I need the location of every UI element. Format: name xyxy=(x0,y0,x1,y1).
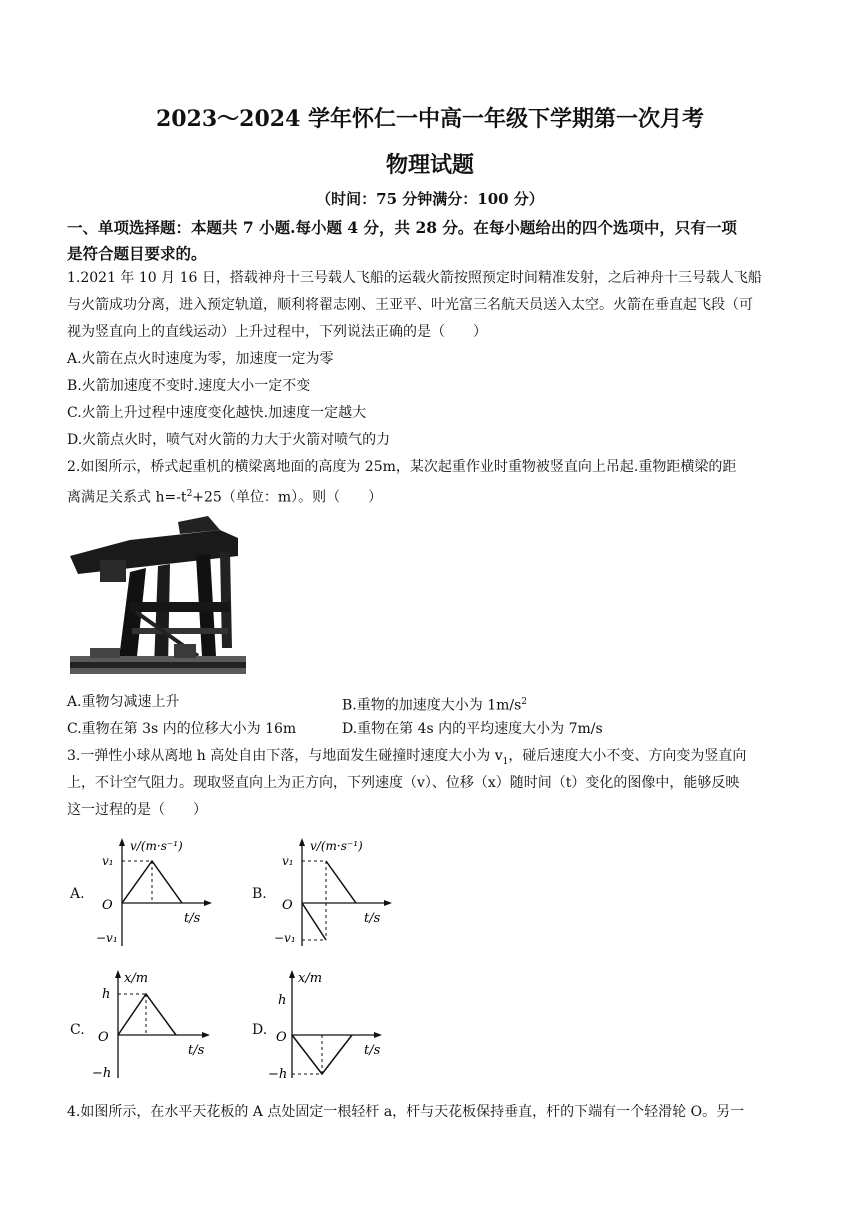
crane-photo xyxy=(70,516,246,674)
graph-a-ylabel: v/(m·s⁻¹) xyxy=(130,839,183,853)
graph-a-top-tick: v₁ xyxy=(102,854,114,868)
graph-c-ylabel: x/m xyxy=(124,971,149,986)
q4-line-1: 4.如图所示，在水平天花板的 A 点处固定一根轻杆 a，杆与天花板保持垂直，杆的下端有一个轻滑轮 O。另一 xyxy=(67,1104,745,1120)
graph-b-label: B. xyxy=(252,886,267,902)
q1-option-d: D.火箭点火时，喷气对火箭的力大于火箭对喷气的力 xyxy=(67,432,391,448)
graph-d-ylabel: x/m xyxy=(298,971,323,986)
graph-d-xlabel: t/s xyxy=(364,1043,381,1058)
section-heading-line1: 一、单项选择题：本题共 7 小题.每小题 4 分，共 28 分。在每小题给出的四个选项中，只有一项 xyxy=(67,218,737,237)
q2-option-a: A.重物匀减速上升 xyxy=(67,694,180,710)
time-info: （时间：75 分钟满分：100 分） xyxy=(316,190,544,208)
q3-line-2: 上，不计空气阻力。现取竖直向上为正方向，下列速度（v）、位移（x）随时间（t）变化的图像中，能够反映 xyxy=(67,775,740,791)
graph-b-top-tick: v₁ xyxy=(282,854,294,868)
q1-option-b: B.火箭加速度不变时.速度大小一定不变 xyxy=(67,378,311,394)
graph-d-top-tick: h xyxy=(278,993,287,1008)
q1-option-a: A.火箭在点火时速度为零，加速度一定为零 xyxy=(67,351,334,367)
exam-title: 2023～2024 学年怀仁一中高一年级下学期第一次月考 xyxy=(155,106,705,132)
graph-d xyxy=(268,966,403,1086)
q3-line-1: 3.一弹性小球从离地 h 高处自由下落，与地面发生碰撞时速度大小为 $v_1$，碰后速度大小不变、方向变为竖直向 xyxy=(67,748,747,767)
section-heading-line2: 是符合题目要求的。 xyxy=(67,244,207,263)
q1-line-2: 与火箭成功分离，进入预定轨道，顺利将翟志刚、王亚平、叶光富三名航天员送入太空。火箭在垂直起飞段（可 xyxy=(67,297,753,313)
graph-d-origin: O xyxy=(276,1030,287,1045)
graph-c xyxy=(88,966,223,1086)
graph-d-bottom-tick: −h xyxy=(268,1067,288,1082)
graph-c-bottom-tick: −h xyxy=(92,1066,112,1081)
subject-title: 物理试题 xyxy=(385,152,474,178)
graph-a-bottom-tick: −v₁ xyxy=(96,931,118,945)
q2-line-2: 离满足关系式 $h=-t^2+25$（单位：m）。则（ ） xyxy=(67,489,383,506)
graph-b-xlabel: t/s xyxy=(364,911,381,926)
graph-a-origin: O xyxy=(102,898,113,913)
q2-option-b: B.重物的加速度大小为 $1m/s^2$ xyxy=(342,697,528,714)
graph-b-ylabel: v/(m·s⁻¹) xyxy=(310,839,363,853)
q2-line-1: 2.如图所示，桥式起重机的横梁离地面的高度为 25m，某次起重作业时重物被竖直向上吊起.重物距横梁的距 xyxy=(67,459,737,475)
graph-a-label: A. xyxy=(70,886,85,902)
graph-b-origin: O xyxy=(282,898,293,913)
graph-c-origin: O xyxy=(98,1030,109,1045)
q3-line-3: 这一过程的是（ ） xyxy=(67,802,207,818)
graph-a xyxy=(88,834,223,954)
graph-a-xlabel: t/s xyxy=(184,911,201,926)
q1-option-c: C.火箭上升过程中速度变化越快.加速度一定越大 xyxy=(67,405,367,421)
q1-line-3: 视为竖直向上的直线运动）上升过程中，下列说法正确的是（ ） xyxy=(67,324,487,340)
graph-d-label: D. xyxy=(252,1022,268,1038)
graph-c-top-tick: h xyxy=(102,987,111,1002)
graph-c-xlabel: t/s xyxy=(188,1043,205,1058)
graph-b-bottom-tick: −v₁ xyxy=(274,931,296,945)
q2-option-c: C.重物在第 3s 内的位移大小为 16m xyxy=(67,721,297,737)
graph-b xyxy=(268,834,403,954)
q2-option-d: D.重物在第 4s 内的平均速度大小为 7m/s xyxy=(342,721,603,737)
q1-line-1: 1.2021 年 10 月 16 日，搭载神舟十三号载人飞船的运载火箭按照预定时间精准发射，之后神舟十三号载人飞船 xyxy=(67,270,762,286)
graph-c-label: C. xyxy=(70,1022,85,1038)
